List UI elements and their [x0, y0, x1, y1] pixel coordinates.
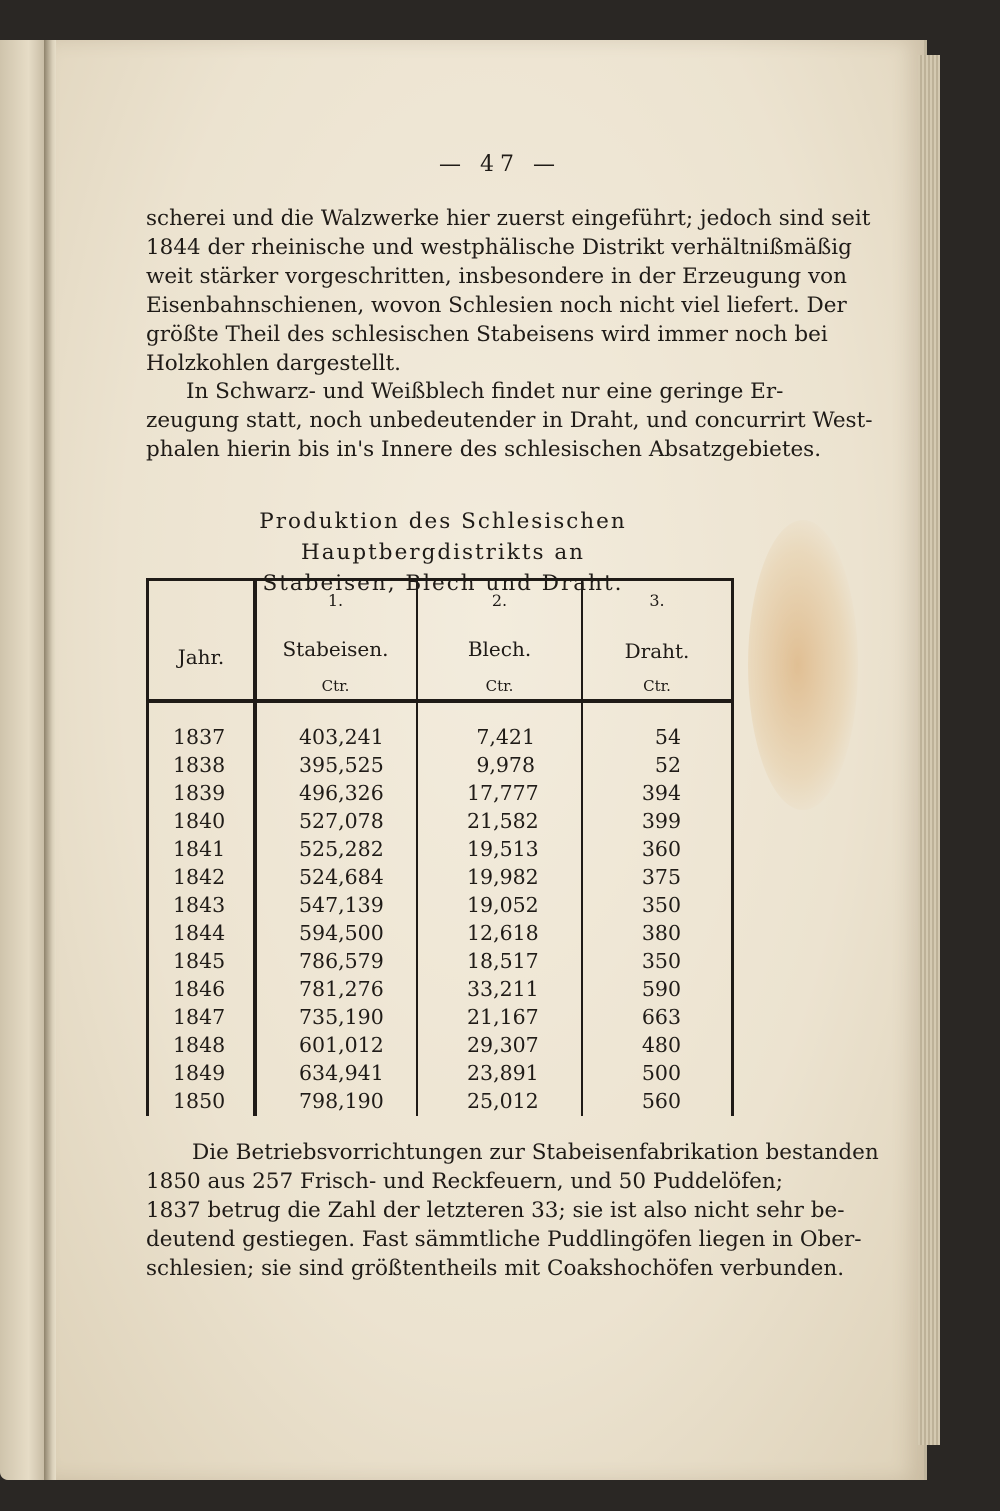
- page-stack-edge: [918, 55, 940, 1445]
- table-row: [149, 977, 731, 1005]
- header-col2-number: 2.: [491, 591, 508, 610]
- text-line: Holzkohlen dargestellt.: [146, 351, 401, 376]
- draht-cell: 663: [641, 1005, 681, 1029]
- stabeisen-cell: 735,190: [299, 1005, 384, 1029]
- stabeisen-cell: 786,579: [299, 949, 384, 973]
- year-cell: 1850: [173, 1089, 226, 1113]
- stabeisen-cell: 527,078: [299, 809, 384, 833]
- table-row: [149, 1005, 731, 1033]
- draht-cell: 399: [641, 809, 681, 833]
- draht-cell: 394: [641, 781, 681, 805]
- draht-cell: 480: [641, 1033, 681, 1057]
- year-cell: 1839: [173, 781, 226, 805]
- draht-cell: 380: [641, 921, 681, 945]
- blech-cell: 19,052: [467, 893, 539, 917]
- table-row: [149, 753, 731, 781]
- table-row: [149, 865, 731, 893]
- header-rule: [149, 699, 731, 703]
- draht-cell: 54: [654, 725, 681, 749]
- blech-cell: 33,211: [467, 977, 539, 1001]
- table-row: [149, 1089, 731, 1117]
- text-line: weit stärker vorgeschritten, insbesondere in der Erzeugung von: [146, 264, 847, 289]
- foxing-stain: [748, 520, 858, 810]
- closing-paragraph: [146, 1138, 879, 1283]
- blech-cell: 23,891: [467, 1061, 539, 1085]
- blech-cell: 21,167: [467, 1005, 539, 1029]
- year-cell: 1838: [173, 753, 226, 777]
- table-row: [149, 921, 731, 949]
- header-col1-unit: Ctr.: [321, 677, 350, 695]
- year-cell: 1837: [173, 725, 226, 749]
- header-col3-number: 3.: [649, 591, 665, 610]
- draht-cell: 375: [641, 865, 681, 889]
- text-line: In Schwarz- und Weißblech findet nur eine geringe Er-: [186, 379, 784, 404]
- stabeisen-cell: 395,525: [299, 753, 384, 777]
- header-col3-unit: Ctr.: [643, 677, 671, 695]
- header-draht: Draht.: [624, 639, 690, 663]
- stabeisen-cell: 798,190: [299, 1089, 384, 1113]
- header-stabeisen: Stabeisen.: [282, 637, 389, 661]
- year-cell: 1842: [173, 865, 226, 889]
- text-line: größte Theil des schlesischen Stabeisens wird immer noch bei: [146, 322, 828, 347]
- stabeisen-cell: 547,139: [299, 893, 384, 917]
- year-cell: 1848: [173, 1033, 226, 1057]
- text-line: 1844 der rheinische und westphälische Distrikt verhältnißmäßig: [146, 235, 852, 260]
- intro-paragraph: [146, 204, 871, 378]
- draht-cell: 360: [641, 837, 681, 861]
- table-row: [149, 781, 731, 809]
- text-line: zeugung statt, noch unbedeutender in Draht, und concurrirt West-: [146, 408, 873, 433]
- header-year: Jahr.: [177, 645, 225, 669]
- year-cell: 1843: [173, 893, 226, 917]
- year-cell: 1846: [173, 977, 226, 1001]
- header-col1-number: 1.: [327, 591, 344, 610]
- year-cell: 1845: [173, 949, 226, 973]
- table-row: [149, 1061, 731, 1089]
- production-table: [146, 578, 734, 1116]
- text-line: scherei und die Walzwerke hier zuerst eingeführt; jedoch sind seit: [146, 206, 871, 231]
- blech-cell: 21,582: [467, 809, 539, 833]
- blech-cell: 18,517: [467, 949, 539, 973]
- stabeisen-cell: 601,012: [299, 1033, 384, 1057]
- text-line: phalen hierin bis in's Innere des schlesischen Absatzgebietes.: [146, 437, 822, 462]
- text-line: Die Betriebsvorrichtungen zur Stabeisenfabrikation bestanden: [192, 1140, 879, 1165]
- second-paragraph: [146, 377, 873, 464]
- blech-cell: 12,618: [467, 921, 539, 945]
- draht-cell: 500: [641, 1061, 681, 1085]
- year-cell: 1844: [173, 921, 226, 945]
- draht-cell: 350: [641, 893, 681, 917]
- draht-cell: 590: [641, 977, 681, 1001]
- draht-cell: 560: [641, 1089, 681, 1113]
- stabeisen-cell: 496,326: [299, 781, 384, 805]
- stabeisen-cell: 403,241: [299, 725, 384, 749]
- stabeisen-cell: 525,282: [299, 837, 384, 861]
- blech-cell: 19,982: [467, 865, 539, 889]
- text-line: Eisenbahnschienen, wovon Schlesien noch nicht viel liefert. Der: [146, 293, 847, 318]
- blech-cell: 7,421: [476, 725, 535, 749]
- table-row: [149, 1033, 731, 1061]
- blech-cell: 19,513: [467, 837, 539, 861]
- page-number: — 47 —: [439, 152, 561, 177]
- stabeisen-cell: 594,500: [299, 921, 384, 945]
- draht-cell: 350: [641, 949, 681, 973]
- text-line: 1850 aus 257 Frisch- und Reckfeuern, und 50 Puddelöfen;: [146, 1169, 784, 1194]
- year-cell: 1840: [173, 809, 226, 833]
- stabeisen-cell: 634,941: [299, 1061, 384, 1085]
- header-blech: Blech.: [467, 637, 532, 661]
- blech-cell: 9,978: [476, 753, 535, 777]
- header-col2-unit: Ctr.: [485, 677, 514, 695]
- table-row: [149, 809, 731, 837]
- table-row: [149, 837, 731, 865]
- text-line: deutend gestiegen. Fast sämmtliche Puddlingöfen liegen in Ober-: [146, 1227, 862, 1252]
- text-line: schlesien; sie sind größtentheils mit Coakshochöfen verbunden.: [146, 1256, 845, 1281]
- table-title-line: Produktion des Schlesischen Hauptbergdistrikts an: [259, 509, 627, 565]
- draht-cell: 52: [654, 753, 681, 777]
- stabeisen-cell: 781,276: [299, 977, 384, 1001]
- table-row: [149, 893, 731, 921]
- table-row: [149, 949, 731, 977]
- stabeisen-cell: 524,684: [299, 865, 384, 889]
- year-cell: 1847: [173, 1005, 226, 1029]
- year-cell: 1849: [173, 1061, 226, 1085]
- year-cell: 1841: [173, 837, 226, 861]
- blech-cell: 25,012: [467, 1089, 539, 1113]
- table-row: [149, 725, 731, 753]
- blech-cell: 29,307: [467, 1033, 539, 1057]
- text-line: 1837 betrug die Zahl der letzteren 33; sie ist also nicht sehr be-: [146, 1198, 845, 1223]
- blech-cell: 17,777: [467, 781, 539, 805]
- table-title-line: Stabeisen, Blech und Draht.: [262, 571, 624, 596]
